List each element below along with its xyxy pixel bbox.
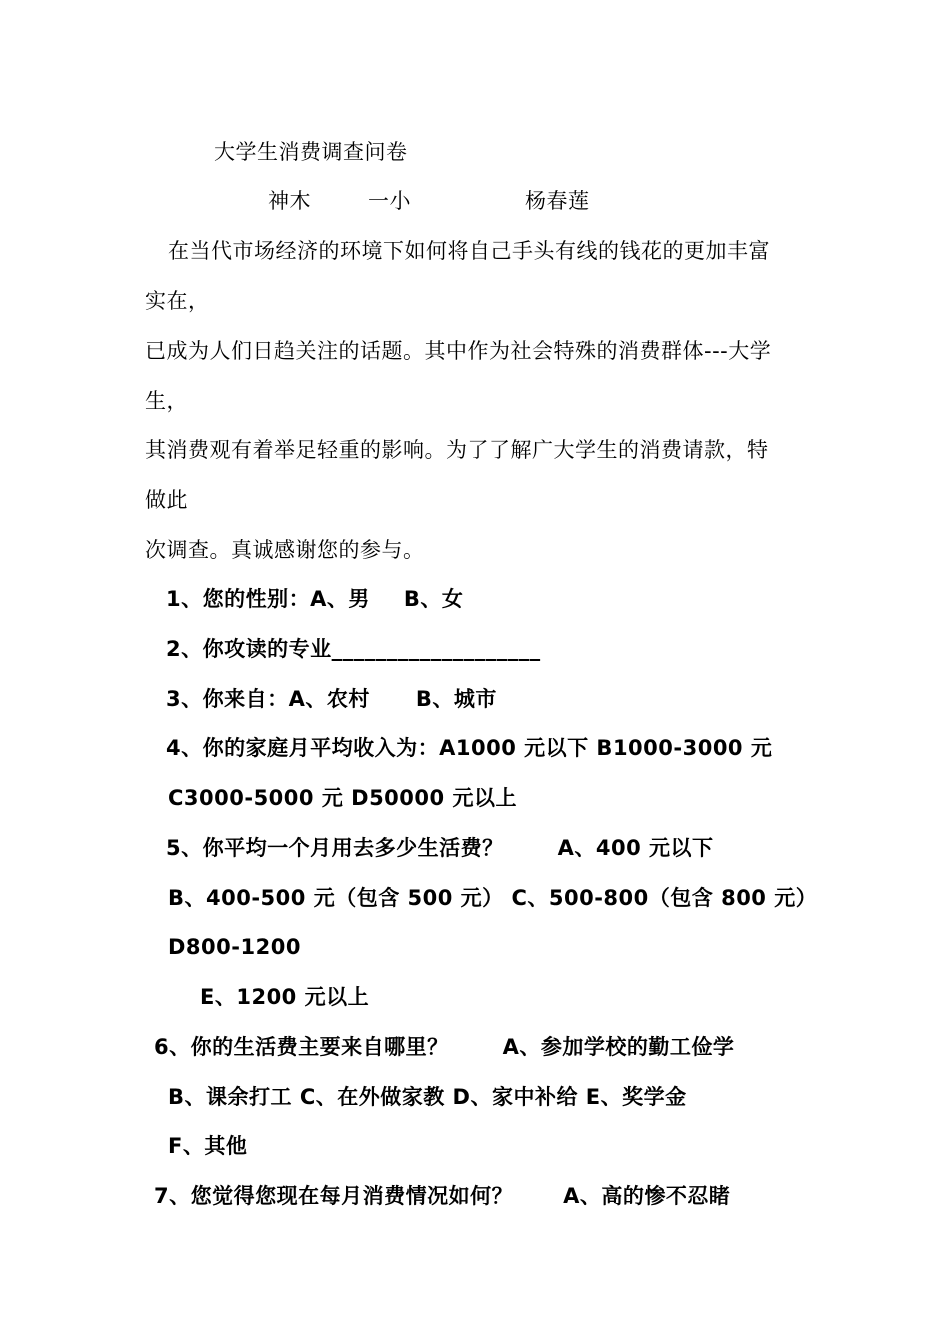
question-1-text: 1、您的性别：A、男 <box>166 587 370 611</box>
question-7-option-a: A、高的惨不忍睹 <box>563 1184 731 1208</box>
question-4-line-1: 4、你的家庭月平均收入为：A1000 元以下 B1000-3000 元 <box>166 736 773 760</box>
question-5 <box>166 834 714 862</box>
intro-line-3: 已成为人们日趋关注的话题。其中作为社会特殊的消费群体---大学 <box>145 339 772 363</box>
question-2: 2、你攻读的专业___________________ <box>166 637 541 661</box>
question-1-option-b: B、女 <box>403 587 464 611</box>
author-school-b: 一小 <box>368 189 411 213</box>
question-4-line-2: C3000-5000 元 D50000 元以上 <box>168 786 517 810</box>
question-5-line-4: E、1200 元以上 <box>200 985 370 1009</box>
intro-line-5: 其消费观有着举足轻重的影响。为了了解广大学生的消费请款，特 <box>145 438 769 462</box>
question-6 <box>154 1033 734 1061</box>
question-5-option-a: A、400 元以下 <box>557 836 714 860</box>
question-6-line-2: B、课余打工 C、在外做家教 D、家中补给 E、奖学金 <box>168 1085 687 1109</box>
intro-line-7: 次调查。真诚感谢您的参与。 <box>145 538 425 562</box>
intro-line-4: 生， <box>145 389 188 413</box>
intro-line-2: 实在， <box>145 289 210 313</box>
question-3 <box>166 685 497 713</box>
question-7 <box>154 1182 730 1210</box>
question-7-text: 7、您觉得您现在每月消费情况如何？ <box>154 1184 514 1208</box>
question-6-text: 6、你的生活费主要来自哪里？ <box>154 1035 449 1059</box>
document-title: 大学生消费调查问卷 <box>214 140 408 164</box>
author-name: 杨春莲 <box>525 189 590 213</box>
question-3-text: 3、你来自：A、农村 <box>166 687 370 711</box>
question-6-option-a: A、参加学校的勤工俭学 <box>502 1035 735 1059</box>
intro-line-6: 做此 <box>145 488 188 512</box>
question-5-line-2: B、400-500 元（包含 500 元） C、500-800（包含 800 元） <box>168 886 818 910</box>
question-1 <box>166 585 463 613</box>
intro-line-1: 在当代市场经济的环境下如何将自己手头有线的钱花的更加丰富 <box>168 239 770 263</box>
question-5-line-3: D800-1200 <box>168 935 301 959</box>
author-school-a: 神木 <box>268 189 311 213</box>
question-3-option-b: B、城市 <box>415 687 497 711</box>
question-6-line-3: F、其他 <box>168 1134 248 1158</box>
question-5-text: 5、你平均一个月用去多少生活费？ <box>166 836 504 860</box>
